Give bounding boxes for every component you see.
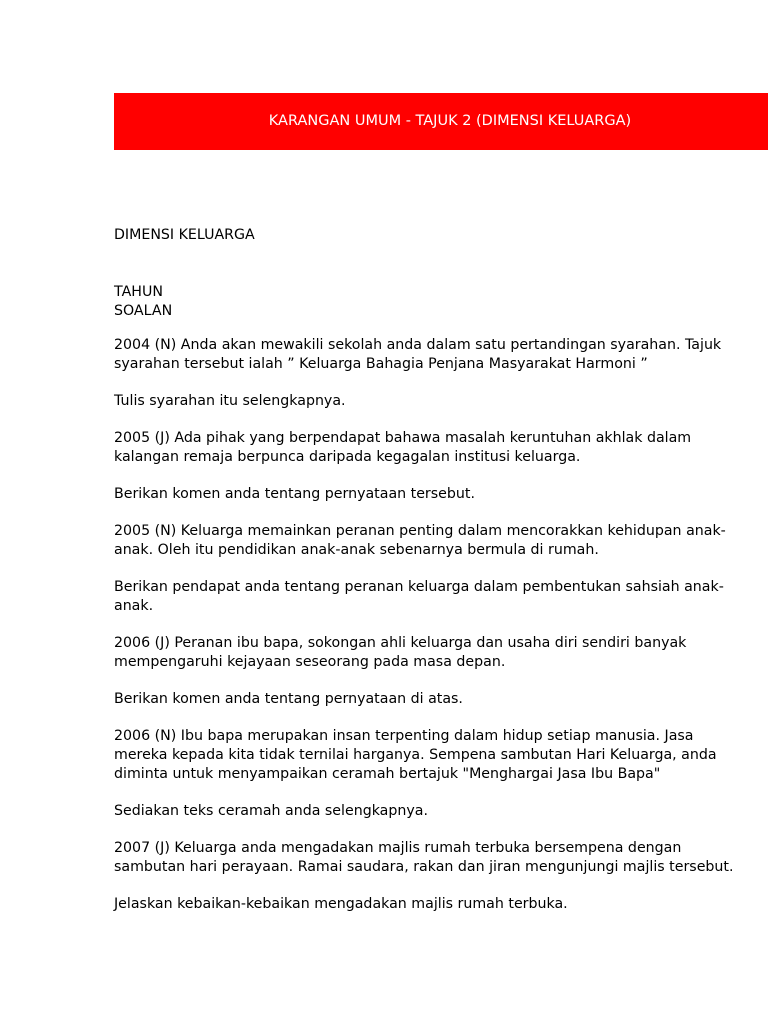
paragraph-line: syarahan tersebut ialah ” Keluarga Bahagia Penjana Masyarakat Harmoni ”	[114, 356, 648, 372]
banner-title: KARANGAN UMUM - TAJUK 2 (DIMENSI KELUARGA)	[268, 113, 632, 129]
paragraph-line: Berikan pendapat anda tentang peranan keluarga dalam pembentukan sahsiah anak-	[114, 579, 724, 595]
paragraph-2004-n	[114, 336, 768, 374]
paragraph-line: 2005 (J) Ada pihak yang berpendapat bahawa masalah keruntuhan akhlak dalam	[114, 430, 692, 446]
paragraph-line: Berikan komen anda tentang pernyataan di atas.	[114, 691, 463, 707]
paragraph-line: Jelaskan kebaikan-kebaikan mengadakan majlis rumah terbuka.	[114, 896, 568, 912]
paragraph-line: mempengaruhi kejayaan seseorang pada masa depan.	[114, 654, 506, 670]
paragraph-line: 2006 (J) Peranan ibu bapa, sokongan ahli keluarga dan usaha diri sendiri banyak	[114, 635, 687, 651]
label-soalan: SOALAN	[114, 303, 173, 319]
title-banner	[114, 93, 768, 150]
label-tahun: TAHUN	[114, 284, 163, 300]
paragraph-instruction	[114, 578, 768, 616]
paragraph-line: sambutan hari perayaan. Ramai saudara, rakan dan jiran mengunjungi majlis tersebut.	[114, 859, 734, 875]
paragraph-line: Sediakan teks ceramah anda selengkapnya.	[114, 803, 428, 819]
paragraph-line: anak.	[114, 598, 154, 614]
paragraph-line: kalangan remaja berpunca daripada kegagalan institusi keluarga.	[114, 449, 581, 465]
paragraph-line: 2005 (N) Keluarga memainkan peranan penting dalam mencorakkan kehidupan anak-	[114, 523, 726, 539]
paragraph-line: 2007 (J) Keluarga anda mengadakan majlis rumah terbuka bersempena dengan	[114, 840, 682, 856]
paragraph-line: mereka kepada kita tidak ternilai harganya. Sempena sambutan Hari Keluarga, anda	[114, 747, 717, 763]
paragraph-instruction	[114, 392, 768, 411]
paragraph-instruction	[114, 802, 768, 821]
paragraph-line: anak. Oleh itu pendidikan anak-anak sebenarnya bermula di rumah.	[114, 542, 599, 558]
section-heading: DIMENSI KELUARGA	[114, 227, 255, 243]
paragraph-instruction	[114, 895, 768, 914]
document-body	[114, 226, 768, 932]
paragraph-2006-n	[114, 727, 768, 784]
paragraph-instruction	[114, 690, 768, 709]
paragraph-instruction	[114, 485, 768, 504]
paragraph-line: 2006 (N) Ibu bapa merupakan insan terpenting dalam hidup setiap manusia. Jasa	[114, 728, 694, 744]
paragraph-line: diminta untuk menyampaikan ceramah bertajuk "Menghargai Jasa Ibu Bapa"	[114, 766, 661, 782]
paragraph-2007-j	[114, 839, 768, 877]
paragraph-2006-j	[114, 634, 768, 672]
paragraph-line: Tulis syarahan itu selengkapnya.	[114, 393, 346, 409]
paragraph-line: Berikan komen anda tentang pernyataan tersebut.	[114, 486, 475, 502]
paragraph-2005-j	[114, 429, 768, 467]
paragraph-2005-n	[114, 522, 768, 560]
paragraph-line: 2004 (N) Anda akan mewakili sekolah anda dalam satu pertandingan syarahan. Tajuk	[114, 337, 722, 353]
